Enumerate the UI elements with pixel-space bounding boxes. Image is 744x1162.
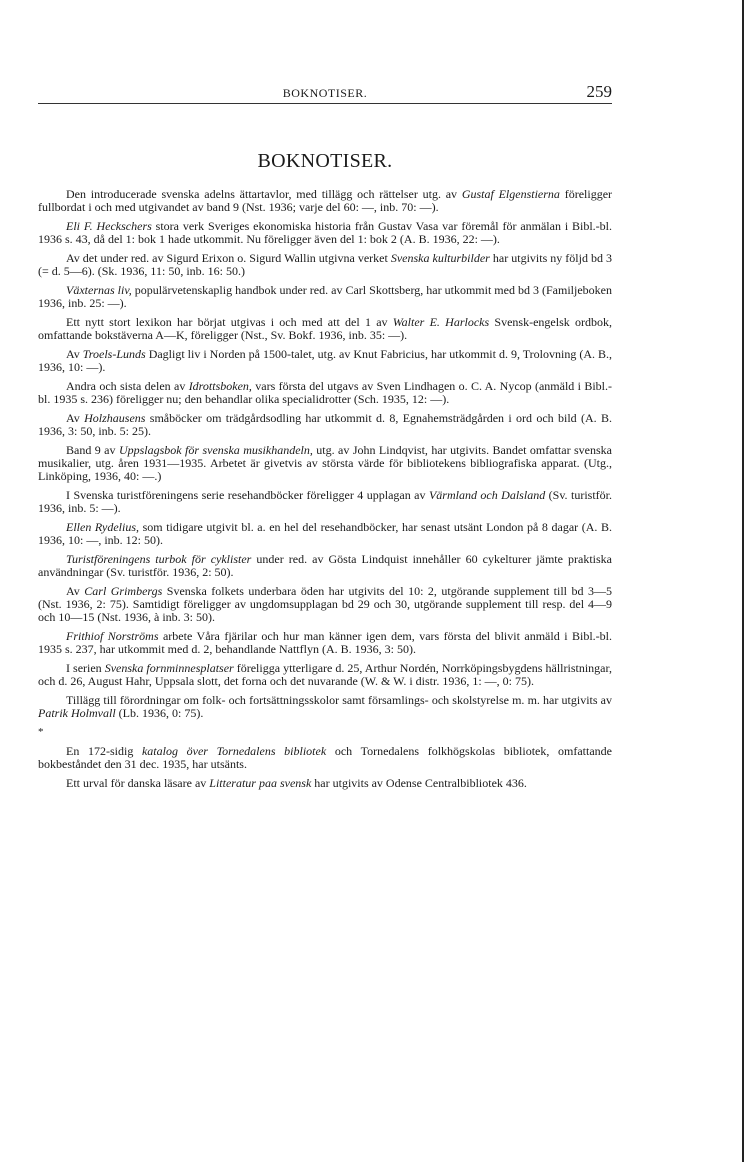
- text: (Sv. turistför. 1936, inb. 5: —).: [38, 488, 612, 515]
- text: Av: [66, 347, 83, 361]
- notice-paragraph: [38, 252, 612, 278]
- notice-paragraph: [38, 380, 612, 406]
- notice-paragraph: [38, 521, 612, 547]
- book-title: Växternas liv,: [66, 283, 132, 297]
- notice-paragraph: [38, 553, 612, 579]
- book-title: Värmland och Dalsland: [428, 488, 546, 502]
- section-separator: *: [38, 726, 44, 738]
- notice-paragraph: [38, 220, 612, 246]
- notices-body: [38, 188, 612, 796]
- author-name: Ellen Rydelius,: [66, 520, 140, 534]
- author-name: Frithiof Norströms: [66, 629, 159, 643]
- text: under red. av Gösta Lindquist innehåller 60 cykelturer jämte praktiska användningar (Sv. turistför. 1936, 2: 50).: [38, 552, 612, 579]
- book-title: Svenska kulturbilder: [390, 251, 490, 265]
- text: som tidigare utgivit bl. a. en hel del resehandböcker, har senast utsänt London på 8 dagar (A. B. 1936, 10: —, inb. 12: 50).: [38, 520, 612, 547]
- notice-paragraph: [38, 662, 612, 688]
- text: I Svenska turistföreningens serie resehandböcker föreligger 4 upplagan av: [66, 488, 429, 502]
- notice-paragraph: [38, 412, 612, 438]
- text: Svenska folkets underbara öden har utgivits del 10: 2, utgörande supplement till bd 3—5 (Nst. 1936, 2: 75). Samtidigt föreligger av ungdomsupplagan bd 29 och 30, utgörande supplement till resp. del 4—9 och 10—15 (Nst. 1936, à inb. 3: 50).: [38, 584, 612, 624]
- text: (Lb. 1936, 0: 75).: [115, 706, 204, 720]
- author-name: Gustaf Elgenstierna: [461, 187, 560, 201]
- text: småböcker om trädgårdsodling har utkommit d. 8, Egnahemsträdgården i ord och bild (A. B. 1936, 3: 50, inb. 5: 25).: [38, 411, 612, 438]
- book-title: Uppslagsbok för svenska musikhandeln,: [118, 443, 313, 457]
- author-name: Holzhausens: [84, 411, 146, 425]
- notice-paragraph: [38, 316, 612, 342]
- text: I serien: [66, 661, 105, 675]
- notice-paragraph: [38, 745, 612, 771]
- notice-paragraph: [38, 284, 612, 310]
- header-rule: [38, 103, 612, 104]
- text: och Tornedalens folkhögskolas bibliotek, omfattande bokbeståndet den 31 dec. 1935, har utsänts.: [38, 744, 612, 771]
- text: En 172-sidig: [66, 744, 142, 758]
- author-name: Troels-Lunds: [82, 347, 146, 361]
- notice-paragraph: [38, 348, 612, 374]
- author-name: Carl Grimbergs: [84, 584, 163, 598]
- page-number: 259: [586, 82, 612, 101]
- text: vars första del utgavs av Sven Lindhagen o. C. A. Nycop (anmäld i Bibl.-bl. 1935 s. 236) föreligger nu; den behandlar olika specialidrotter (Sch. 1935, 12: —).: [38, 379, 612, 406]
- book-title: Svenska fornminnesplatser: [104, 661, 234, 675]
- notice-paragraph: [38, 444, 612, 483]
- text: Svensk-engelsk ordbok, omfattande bokstäverna A—K, föreligger (Nst., Sv. Bokf. 1936, inb. 35: —).: [38, 315, 612, 342]
- section-title: BOKNOTISER.: [257, 150, 393, 172]
- notice-paragraph: [38, 489, 612, 515]
- text: föreligger fullbordat i och med utgivandet av band 9 (Nst. 1936; varje del 60: —, inb. 70: —).: [38, 187, 613, 214]
- author-name: Eli F. Heckschers: [66, 219, 152, 233]
- text: Andra och sista delen av: [66, 379, 189, 393]
- notice-paragraph: [38, 188, 612, 214]
- notice-paragraph: [38, 630, 612, 656]
- text: Tillägg till förordningar om folk- och fortsättningsskolor samt församlings- och skolstyrelse m. m. har utgivits av: [66, 693, 612, 707]
- text: Dagligt liv i Norden på 1500-talet, utg. av Knut Fabricius, har utkommit d. 9, Trolovning (A. B., 1936, 10: —).: [38, 347, 612, 374]
- page-header: [38, 84, 612, 102]
- text: Av: [66, 584, 85, 598]
- text: Band 9 av: [66, 443, 119, 457]
- book-title: katalog över Tornedalens bibliotek: [141, 744, 327, 758]
- text: Av det under red. av Sigurd Erixon o. Sigurd Wallin utgivna verket: [66, 251, 391, 265]
- text: Ett urval för danska läsare av: [66, 776, 210, 790]
- running-title: BOKNOTISER.: [282, 86, 368, 100]
- book-title: Turistföreningens turbok för cyklister: [66, 552, 252, 566]
- text: har utgivits ny följd bd 3 (= d. 5—6). (Sk. 1936, 11: 50, inb. 16: 50.): [38, 251, 613, 278]
- author-name: Walter E. Harlocks: [392, 315, 490, 329]
- text: stora verk Sveriges ekonomiska historia från Gustav Vasa var föremål för anmälan i Bibl.-bl. 1936 s. 43, då del 1: bok 1 hade utkommit. Nu föreligger även del 1: bok 2 (A. B. 1936, 22: —).: [38, 219, 613, 246]
- text: har utgivits av Odense Centralbibliotek 436.: [311, 776, 527, 790]
- text: Av: [66, 411, 85, 425]
- text: utg. av John Lindqvist, har utgivits. Bandet omfattar svenska musikalier, utg. åren 1931—1935. Arbetet är givetvis av största värde för bibliotekens bibliografiska apparat. (Utg., Linköping, 1936, 40: —.): [38, 443, 612, 483]
- notice-paragraph: [38, 694, 612, 720]
- notice-paragraph: [38, 777, 612, 790]
- text: Ett nytt stort lexikon har börjat utgivas i och med att del 1 av: [66, 315, 393, 329]
- text: Den introducerade svenska adelns ättartavlor, med tillägg och rättelser utg. av: [66, 187, 462, 201]
- book-title: Litteratur paa svensk: [209, 776, 312, 790]
- text: föreligga ytterligare d. 25, Arthur Nordén, Norrköpingsbygdens hällristningar, och d. 26, August Hahr, Uppsala slott, det forna och det nuvarande (W. & W. i distr. 1936, 1: —, 0: 75).: [38, 661, 613, 688]
- text: populärvetenskaplig handbok under red. av Carl Skottsberg, har utkommit med bd 3 (Familjeboken 1936, inb. 25: —).: [38, 283, 612, 310]
- notice-paragraph: [38, 585, 612, 624]
- book-title: Idrottsboken,: [188, 379, 252, 393]
- text: arbete Våra fjärilar och hur man känner igen dem, vars första del blivit anmäld i Bibl.-bl. 1935 s. 237, har utkommit med d. 2, behandlande Nattflyn (A. B. 1936, 3: 50).: [38, 629, 612, 656]
- author-name: Patrik Holmvall: [38, 706, 116, 720]
